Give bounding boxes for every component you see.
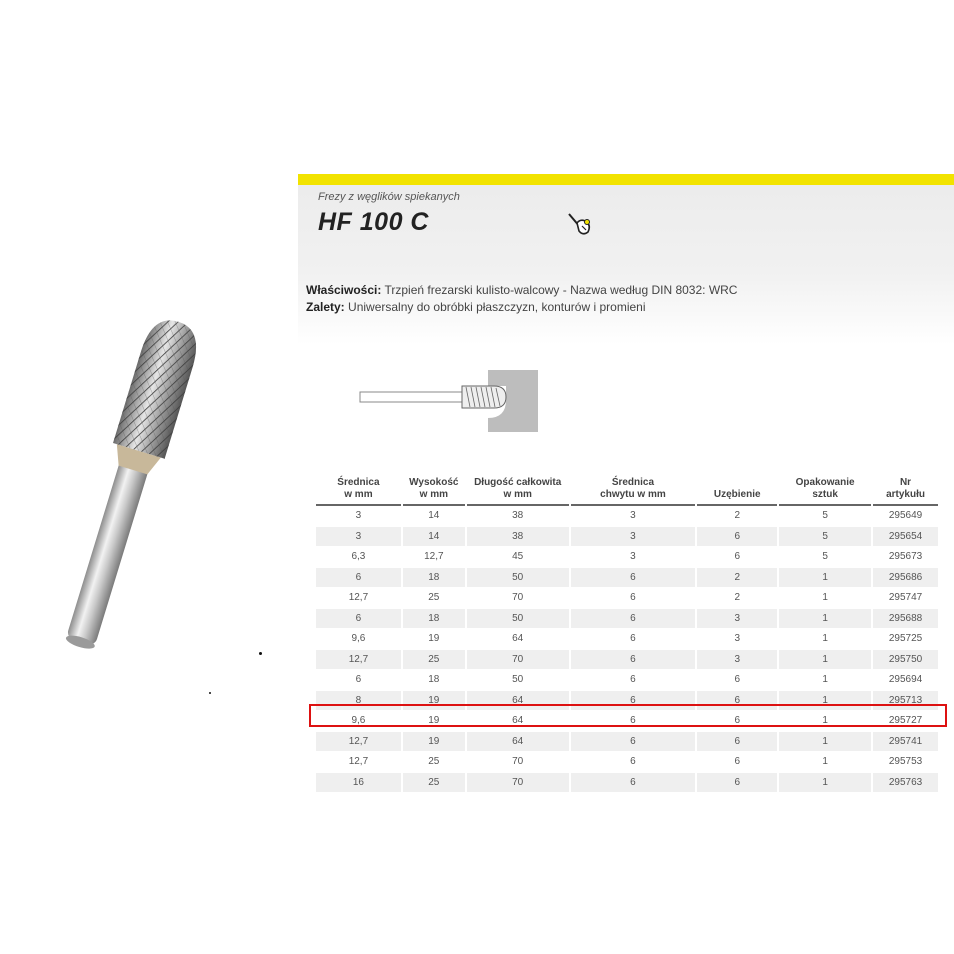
table-cell: 6: [571, 711, 696, 732]
table-cell: 18: [403, 609, 465, 630]
table-cell: 2: [697, 568, 777, 589]
table-cell: 3: [316, 506, 401, 527]
table-cell: 6: [697, 732, 777, 753]
table-cell: 3: [316, 527, 401, 548]
table-cell: 38: [467, 527, 569, 548]
table-cell: 64: [467, 691, 569, 712]
properties-label: Właściwości:: [306, 283, 382, 297]
table-cell: 6: [571, 650, 696, 671]
table-cell: 25: [403, 650, 465, 671]
properties-text: Trzpień frezarski kulisto-walcowy - Nazwa według DIN 8032: WRC: [384, 283, 738, 297]
column-header: [467, 475, 569, 506]
speck: [259, 652, 262, 655]
table-row: [316, 506, 938, 527]
table-cell: 6: [316, 670, 401, 691]
table-cell: 295747: [873, 588, 938, 609]
table-cell: 6: [697, 711, 777, 732]
table-cell: 14: [403, 527, 465, 548]
table-cell: 3: [571, 527, 696, 548]
table-cell: 6: [697, 670, 777, 691]
table-cell: 1: [779, 609, 871, 630]
advantages-label: Zalety:: [306, 300, 345, 314]
product-properties: [306, 282, 737, 316]
die-grinder-icon: [566, 208, 596, 238]
table-cell: 3: [697, 609, 777, 630]
table-cell: 295686: [873, 568, 938, 589]
table-cell: 12,7: [316, 732, 401, 753]
table-cell: 295673: [873, 547, 938, 568]
table-row: [316, 732, 938, 753]
column-header-line: Uzębienie: [713, 489, 761, 500]
table-cell: 3: [571, 506, 696, 527]
table-cell: 6: [316, 568, 401, 589]
column-header-line: sztuk: [812, 489, 838, 500]
table-cell: 295694: [873, 670, 938, 691]
table-cell: 1: [779, 650, 871, 671]
table-cell: 6: [571, 629, 696, 650]
table-cell: 6: [571, 752, 696, 773]
column-header: [403, 475, 465, 506]
carbide-burr-photo: [0, 310, 260, 670]
table-cell: 45: [467, 547, 569, 568]
specification-table: [314, 475, 940, 793]
table-cell: 295753: [873, 752, 938, 773]
table-cell: 6: [697, 691, 777, 712]
table-cell: 6: [571, 568, 696, 589]
table-cell: 6: [697, 547, 777, 568]
table-cell: 6: [697, 752, 777, 773]
burr-profile-diagram: [358, 370, 558, 446]
table-cell: 38: [467, 506, 569, 527]
table-cell: 64: [467, 711, 569, 732]
table-cell: 12,7: [316, 650, 401, 671]
table-cell: 2: [697, 506, 777, 527]
table-cell: 12,7: [316, 588, 401, 609]
table-cell: 1: [779, 629, 871, 650]
table-cell: 6: [571, 670, 696, 691]
table-cell: 25: [403, 752, 465, 773]
advantages-text: Uniwersalny do obróbki płaszczyzn, konturów i promieni: [348, 300, 646, 314]
table-cell: 50: [467, 609, 569, 630]
table-cell: 5: [779, 547, 871, 568]
speck: [209, 692, 211, 694]
table-cell: 295750: [873, 650, 938, 671]
table-row: [316, 609, 938, 630]
table-cell: 3: [697, 650, 777, 671]
table-cell: 25: [403, 588, 465, 609]
column-header-line: Średnica: [337, 477, 380, 488]
table-cell: 64: [467, 629, 569, 650]
table-cell: 5: [779, 527, 871, 548]
table-cell: 14: [403, 506, 465, 527]
table-cell: 1: [779, 773, 871, 794]
table-cell: 8: [316, 691, 401, 712]
table-row: [316, 670, 938, 691]
column-header-line: w mm: [503, 489, 532, 500]
table-row: [316, 568, 938, 589]
table-cell: 295649: [873, 506, 938, 527]
table-row: [316, 650, 938, 671]
table-cell: 6: [316, 609, 401, 630]
column-header: [873, 475, 938, 506]
column-header-line: Średnica: [611, 477, 655, 488]
table-cell: 1: [779, 691, 871, 712]
catalog-subtitle: Frezy z węglików spiekanych: [318, 191, 460, 203]
table-cell: 295713: [873, 691, 938, 712]
table-cell: 50: [467, 670, 569, 691]
table-cell: 3: [571, 547, 696, 568]
table-cell: 25: [403, 773, 465, 794]
column-header: [697, 475, 777, 506]
table-cell: 6: [697, 527, 777, 548]
table-cell: 12,7: [403, 547, 465, 568]
table-row: [316, 588, 938, 609]
column-header-line: w mm: [344, 489, 373, 500]
table-cell: 6: [571, 691, 696, 712]
table-cell: 70: [467, 588, 569, 609]
highlighted-row-frame: [309, 704, 947, 727]
table-cell: 9,6: [316, 711, 401, 732]
column-header: [571, 475, 696, 506]
table-cell: 295727: [873, 711, 938, 732]
table-cell: 6: [571, 732, 696, 753]
table-row: [316, 773, 938, 794]
table-cell: 70: [467, 650, 569, 671]
table-cell: 295741: [873, 732, 938, 753]
table-cell: 64: [467, 732, 569, 753]
table-cell: 19: [403, 629, 465, 650]
table-cell: 19: [403, 732, 465, 753]
table-cell: 6: [571, 773, 696, 794]
table-cell: 6: [697, 773, 777, 794]
table-cell: 295763: [873, 773, 938, 794]
table-cell: 1: [779, 568, 871, 589]
table-cell: 3: [697, 629, 777, 650]
table-cell: 12,7: [316, 752, 401, 773]
accent-bar: [298, 174, 954, 185]
table-cell: 50: [467, 568, 569, 589]
table-cell: 1: [779, 752, 871, 773]
column-header: [316, 475, 401, 506]
table-cell: 70: [467, 752, 569, 773]
column-header-line: chwytu w mm: [600, 489, 666, 500]
table-row: [316, 527, 938, 548]
table-cell: 18: [403, 670, 465, 691]
table-cell: 2: [697, 588, 777, 609]
table-cell: 6,3: [316, 547, 401, 568]
column-header-line: artykułu: [886, 489, 925, 500]
table-cell: 1: [779, 588, 871, 609]
table-cell: 18: [403, 568, 465, 589]
catalog-sheet: [298, 174, 954, 794]
table-row: [316, 752, 938, 773]
column-header-line: Długość całkowita: [474, 477, 562, 488]
table-row: [316, 547, 938, 568]
column-header: [779, 475, 871, 506]
column-header-line: w mm: [419, 489, 448, 500]
table-cell: 1: [779, 711, 871, 732]
table-cell: 19: [403, 711, 465, 732]
column-header-line: Wysokość: [409, 477, 459, 488]
table-row: [316, 629, 938, 650]
table-cell: 16: [316, 773, 401, 794]
table-cell: 1: [779, 670, 871, 691]
table-cell: 9,6: [316, 629, 401, 650]
table-cell: 1: [779, 732, 871, 753]
table-cell: 70: [467, 773, 569, 794]
table-cell: 5: [779, 506, 871, 527]
table-cell: 295654: [873, 527, 938, 548]
column-header-line: Opakowanie: [795, 477, 855, 488]
column-header-line: Nr: [899, 477, 912, 488]
product-title: HF 100 C: [318, 208, 429, 236]
table-cell: 19: [403, 691, 465, 712]
table-cell: 295725: [873, 629, 938, 650]
table-cell: 6: [571, 609, 696, 630]
table-cell: 6: [571, 588, 696, 609]
table-cell: 295688: [873, 609, 938, 630]
